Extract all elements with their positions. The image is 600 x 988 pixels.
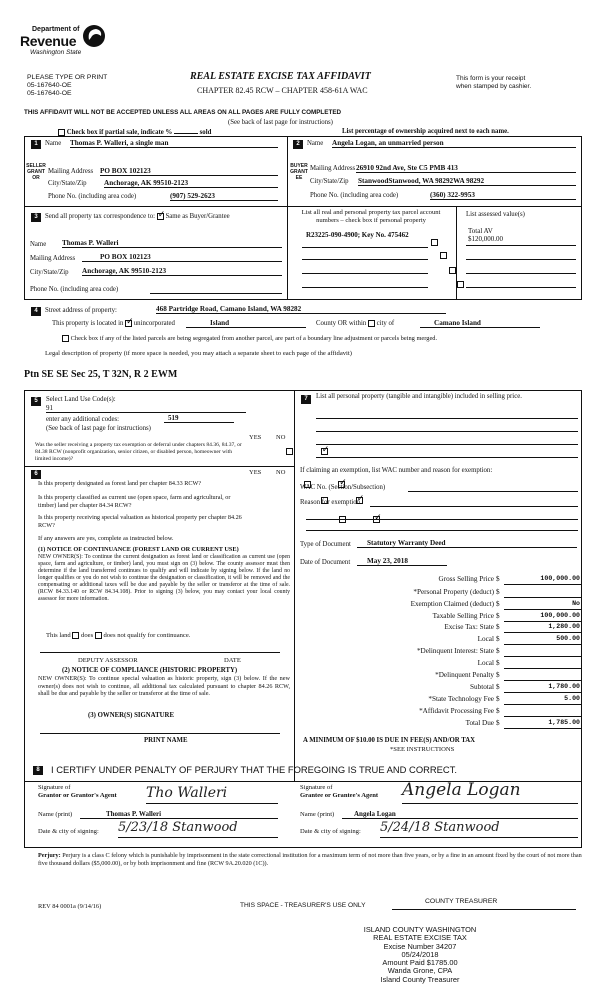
assessed-header: List assessed value(s) xyxy=(466,211,525,218)
fee-row-exemption: Exemption Claimed (deduct) $ No xyxy=(410,600,580,608)
stamp-line-2: REAL ESTATE EXCISE TAX xyxy=(373,933,467,943)
doc-date[interactable]: May 23, 2018 xyxy=(357,557,447,566)
unincorporated-label: unincorporated xyxy=(133,320,175,328)
wac-input[interactable] xyxy=(408,491,578,492)
county-or-label xyxy=(316,320,394,328)
fee-row-processing: *Affidavit Processing Fee $ xyxy=(300,707,582,717)
reason-input[interactable] xyxy=(370,506,578,507)
unincorporated-checkbox[interactable] xyxy=(125,320,132,327)
fee-row-total: Total Due $ 1,785.00 xyxy=(465,719,580,727)
buyer-address-label: Mailing Address xyxy=(310,165,356,172)
historic-question: Is this property receiving special valuation as historical property per chapter 84.26 RCW? xyxy=(38,514,242,529)
buyer-city[interactable]: StanwoodStanwood, WA 98292WA 98292 xyxy=(358,177,576,186)
exemption-yes-checkbox[interactable] xyxy=(286,448,293,455)
total-av-value[interactable]: $120,000.00 xyxy=(468,235,503,243)
sec5-yes-header: YES xyxy=(249,434,262,441)
section-7-marker: 7 xyxy=(301,395,311,404)
receipt-note-2: when stamped by cashier. xyxy=(456,83,532,90)
fee-row-excise-state: Excise Tax: State $ 1,280.00 xyxy=(444,623,580,631)
deputy-date-label: DATE xyxy=(224,657,241,664)
if-yes-note: If any answers are yes, complete as instructed below. xyxy=(38,535,174,542)
parcels-header: List all real and personal property tax parcel account numbers – check box if personal property xyxy=(301,209,441,224)
perjury-text: Perjury is a class C felony which is punishable by imprisonment in the state correctional institution for a maximum term of not more than five years, or by a fine in an amount fixed by the court of not more than five thousand dollars ($5,000.00), or by both imprisonment and fine (RCW 9A.20.020 (1C)). xyxy=(38,852,582,867)
fee-subtotal-value[interactable]: 1,780.00 xyxy=(548,683,580,690)
additional-codes-label: enter any additional codes: xyxy=(46,416,120,423)
reason-label: Reason for exemption xyxy=(300,499,361,506)
legal-label: Legal description of property (if more space is needed, you may attach a separate sheet to each page of the affidavit) xyxy=(45,350,352,357)
additional-codes[interactable]: 519 xyxy=(164,414,234,423)
land-use-code[interactable]: 91 xyxy=(46,404,246,413)
fee-row-taxable: Taxable Selling Price $ 100,000.00 xyxy=(432,612,580,620)
does-label: does xyxy=(81,632,94,640)
stamp-line-7: Island County Treasurer xyxy=(380,974,460,984)
buyer-name-label: Name xyxy=(307,140,324,147)
wac-label: WAC No. (Section/Subsection) xyxy=(300,484,386,491)
form-subtitle: CHAPTER 82.45 RCW – CHAPTER 458-61A WAC xyxy=(197,86,368,95)
dor-logo xyxy=(20,24,110,66)
land-use-label: Select Land Use Code(s): xyxy=(46,396,116,403)
seller-address-label: Mailing Address xyxy=(48,168,94,175)
deputy-assessor-label: DEPUTY ASSESSOR xyxy=(78,657,138,664)
fee-row-interest-state: *Delinquent Interest: State $ xyxy=(300,647,582,657)
exemption-intro: If claiming an exemption, list WAC number and reason for exemption: xyxy=(300,467,493,474)
buyer-side-label: BUYER GRANTEE xyxy=(290,163,308,181)
receipt-note-1: This form is your receipt xyxy=(456,75,526,82)
fee-total-value[interactable]: 1,785.00 xyxy=(548,719,580,726)
section-3-marker: 3 xyxy=(31,213,41,222)
logo-dept-large: Revenue xyxy=(20,33,77,49)
county-or: County OR within xyxy=(316,320,367,328)
parcel-3-personal-checkbox[interactable] xyxy=(449,267,456,274)
logo-dept-small: Department of xyxy=(32,26,80,33)
fee-row-interest-local: Local $ xyxy=(300,659,582,669)
same-as-buyer-checkbox[interactable] xyxy=(157,213,164,220)
fee-see-instructions: *SEE INSTRUCTIONS xyxy=(390,746,455,753)
segregation-checkbox[interactable] xyxy=(62,335,69,342)
buyer-name[interactable]: Angela Logan, an unmarried person xyxy=(332,139,576,148)
notice-compliance-title: (2) NOTICE OF COMPLIANCE (HISTORIC PROPERTY) xyxy=(62,667,238,674)
does-not-label: does not qualify for continuance. xyxy=(103,632,191,640)
total-av-label: Total AV xyxy=(468,227,493,235)
this-land-label: This land xyxy=(46,632,71,640)
seller-name[interactable]: Thomas P. Walleri, a single man xyxy=(70,139,278,148)
fee-taxable-value[interactable]: 100,000.00 xyxy=(540,612,580,619)
located-prefix: This property is located in xyxy=(52,320,124,328)
sec5-no-header: NO xyxy=(276,434,286,441)
see-back-instructions: (See back of last page for instructions) xyxy=(228,119,333,126)
corr-name[interactable]: Thomas P. Walleri xyxy=(62,239,282,248)
form-number: REV 84 0001a (9/14/16) xyxy=(38,903,102,910)
segregation-row xyxy=(62,335,582,342)
grantee-date-label: Date & city of signing: xyxy=(300,828,361,835)
dor-swirl-icon xyxy=(82,24,106,48)
parcel-4-personal-checkbox[interactable] xyxy=(457,281,464,288)
grantee-date-city[interactable]: 5/24/18 Stanwood xyxy=(380,821,578,838)
treasurer-stamp xyxy=(350,926,490,984)
fee-exemption-value[interactable]: No xyxy=(572,600,580,607)
parcel-2-personal-checkbox[interactable] xyxy=(440,252,447,259)
city-of-label: city of xyxy=(376,320,395,328)
notice-continuance-body: NEW OWNER(S): To continue the current designation as forest land or classification as current use (open space, farm and agriculture, or timber) land, you must sign on (3) below. The county assessor must then determine if the land transferred continues to qualify and will indicate by signing below. If the land no longer qualifies or you do not wish to continue the designation or classification, it will be removed and the compensating or additional taxes will be due and payable by the seller or transferor at the time of sale. (RCW 84.33.140 or RCW 84.34.108). Prior to signing (3) below, you may contact your local county assessor for more information. xyxy=(38,554,290,602)
parcel-1-number[interactable]: R23225-090-4900; Key No. 475462 xyxy=(306,231,409,239)
does-qualify-checkbox[interactable] xyxy=(72,632,79,639)
fee-gross-value[interactable]: 100,000.00 xyxy=(540,575,580,582)
grantee-signature[interactable]: Angela Logan xyxy=(402,781,578,804)
grantee-sig-label-2: Grantee or Grantee's Agent xyxy=(300,792,379,799)
correspondence-row xyxy=(45,213,230,221)
please-type: PLEASE TYPE OR PRINT xyxy=(27,74,108,81)
legal-description[interactable]: Ptn SE SE Sec 25, T 32N, R 2 EWM xyxy=(24,369,178,380)
notice-compliance-body: NEW OWNER(S): To continue special valuation as historic property, sign (3) below. If the new owner(s) does not wish to continue, all additional tax calculated pursuant to chapter 84.26 RCW, shall be due and payable by the seller or transferor at the time of sale. xyxy=(38,675,290,697)
current-use-question: Is this property classified as current use (open space, farm and agricultural, or timber) land per chapter 84.34 RCW? xyxy=(38,494,231,509)
section-2-marker: 2 xyxy=(293,140,303,149)
grantor-signature[interactable]: Tho Walleri xyxy=(146,785,278,804)
print-name-label: PRINT NAME xyxy=(144,737,188,744)
grantor-sig-label-1: Signature of xyxy=(38,784,71,791)
corr-city[interactable]: Anchorage, AK 99510-2123 xyxy=(82,267,282,276)
fee-row-personal: *Personal Property (deduct) $ xyxy=(300,588,582,598)
partial-sale-suffix: sold xyxy=(199,129,212,137)
section-5-marker: 5 xyxy=(31,397,41,406)
ownership-percentage-note: List percentage of ownership acquired next to each name. xyxy=(342,128,530,137)
doc-type-label: Type of Document xyxy=(300,541,351,548)
grantor-sig-label xyxy=(38,784,117,800)
continuance-row xyxy=(46,632,190,640)
seller-name-label: Name xyxy=(45,140,62,147)
grantor-date-city[interactable]: 5/23/18 Stanwood xyxy=(118,821,278,838)
grantor-sig-label-2: Grantor or Grantor's Agent xyxy=(38,792,117,799)
street-address[interactable]: 468 Partridge Road, Camano Island, WA 98282 xyxy=(156,305,446,314)
buyer-address[interactable]: 26910 92nd Ave, Ste C5 PMB 413 xyxy=(356,164,576,173)
street-label: Street address of property: xyxy=(45,307,117,314)
sec5-see-back: (See back of last page for instructions) xyxy=(46,425,151,432)
personal-property-label: List all personal property (tangible and intangible) included in selling price. xyxy=(316,393,522,400)
county-name[interactable]: Island xyxy=(186,319,306,328)
section-8-marker: 8 xyxy=(33,766,43,775)
perjury-label: Perjury: xyxy=(38,852,61,859)
fee-minimum-note: A MINIMUM OF $10.00 IS DUE IN FEE(S) AND/OR TAX xyxy=(303,737,476,744)
sec6-yes-header: YES xyxy=(249,469,262,476)
grantee-name-label: Name (print) xyxy=(300,811,335,818)
fee-technology-value[interactable]: 5.00 xyxy=(564,695,580,702)
fee-row-excise-local: Local $ 500.00 xyxy=(477,635,580,643)
seller-phone-label: Phone No. (including area code) xyxy=(48,193,137,200)
buyer-phone[interactable]: (360) 322-9953 xyxy=(430,191,576,200)
grantor-name-label: Name (print) xyxy=(38,811,73,818)
buyer-phone-label: Phone No. (including area code) xyxy=(310,192,399,199)
corr-address-label: Mailing Address xyxy=(30,255,76,262)
ref-number-1: 05-167640-OE xyxy=(27,82,72,89)
fee-row-technology: *State Technology Fee $ 5.00 xyxy=(428,695,580,703)
seller-city[interactable]: Anchorage, AK 99510-2123 xyxy=(104,179,278,188)
same-as-buyer-label: Same as Buyer/Grantee xyxy=(165,213,230,221)
fee-row-subtotal: Subtotal $ 1,780.00 xyxy=(470,683,580,691)
exemption-question: Was the seller receiving a property tax exemption or deferral under chapters 84.36, 84.37, or 84.38 RCW (nonprofit organization, senior citizen, or disabled person, homeowner with limited income)? xyxy=(35,442,242,462)
seller-side-label: SELLER GRANTOR xyxy=(26,163,46,181)
stamp-line-6: Wanda Grone, CPA xyxy=(387,966,453,976)
fee-row-penalty: *Delinquent Penalty $ xyxy=(300,671,582,681)
correspondence-label: Send all property tax correspondence to: xyxy=(45,213,156,221)
completion-warning: THIS AFFIDAVIT WILL NOT BE ACCEPTED UNLESS ALL AREAS ON ALL PAGES ARE FULLY COMPLETED xyxy=(24,109,342,116)
stamp-line-1: ISLAND COUNTY WASHINGTON xyxy=(363,925,477,934)
logo-dept-state: Washington State xyxy=(30,49,82,56)
city-of-checkbox[interactable] xyxy=(368,320,375,327)
partial-sale-label: Check box if partial sale, indicate % xyxy=(66,129,173,137)
corr-phone-label: Phone No. (including area code) xyxy=(30,286,119,293)
perjury-notice xyxy=(38,852,586,868)
stamp-line-3: Excise Number 34207 xyxy=(383,941,457,951)
corr-name-label: Name xyxy=(30,241,47,248)
fee-excise-local-value[interactable]: 500.00 xyxy=(556,635,580,642)
seller-phone[interactable]: (907) 529-2623 xyxy=(170,192,278,201)
grantee-name[interactable]: Angela Logan xyxy=(342,810,578,819)
section-1-marker: 1 xyxy=(31,140,41,149)
buyer-city-label: City/State/Zip xyxy=(310,178,349,185)
ref-number-2: 05-167640-OE xyxy=(27,90,72,97)
grantee-sig-label xyxy=(300,784,378,800)
fee-excise-state-value[interactable]: 1,280.00 xyxy=(548,623,580,630)
grantee-sig-label-1: Signature of xyxy=(300,784,333,791)
county-treasurer-label: COUNTY TREASURER xyxy=(425,898,498,905)
section-6-marker: 6 xyxy=(31,470,41,479)
treasurer-use-only: THIS SPACE - TREASURER'S USE ONLY xyxy=(240,902,366,909)
fee-row-gross: Gross Selling Price $ 100,000.00 xyxy=(438,575,580,583)
grantor-date-label: Date & city of signing: xyxy=(38,828,99,835)
doc-type[interactable]: Statutory Warranty Deed xyxy=(357,539,577,548)
form-title: REAL ESTATE EXCISE TAX AFFIDAVIT xyxy=(190,71,371,82)
stamp-line-4: 05/24/2018 xyxy=(401,949,439,959)
exemption-no-checkbox[interactable] xyxy=(321,448,328,455)
parcel-1-personal-checkbox[interactable] xyxy=(431,239,438,246)
partial-sale-checkbox[interactable] xyxy=(58,129,65,136)
certify-statement: I CERTIFY UNDER PENALTY OF PERJURY THAT THE FOREGOING IS TRUE AND CORRECT. xyxy=(51,764,457,775)
owner-signature-label: (3) OWNER(S) SIGNATURE xyxy=(88,712,174,719)
does-not-qualify-checkbox[interactable] xyxy=(95,632,102,639)
corr-address[interactable]: PO BOX 102123 xyxy=(82,253,282,262)
forest-land-question: Is this property designated as forest land per chapter 84.33 RCW? xyxy=(38,480,202,487)
grantor-name[interactable]: Thomas P. Walleri xyxy=(80,810,278,819)
segregation-label: Check box if any of the listed parcels are being segregated from another parcel, are part of a boundary line adjustment or parcels being merged. xyxy=(70,335,438,342)
sec6-no-header: NO xyxy=(276,469,286,476)
section-4-marker: 4 xyxy=(31,307,41,316)
seller-city-label: City/State/Zip xyxy=(48,180,87,187)
doc-date-label: Date of Document xyxy=(300,559,351,566)
stamp-line-5: Amount Paid $1785.00 xyxy=(382,958,458,968)
corr-city-label: City/State/Zip xyxy=(30,269,69,276)
city-name[interactable]: Camano Island xyxy=(420,319,540,328)
seller-address[interactable]: PO BOX 102123 xyxy=(100,167,278,176)
notice-continuance-title: (1) NOTICE OF CONTINUANCE (FOREST LAND OR CURRENT USE) xyxy=(38,546,239,553)
